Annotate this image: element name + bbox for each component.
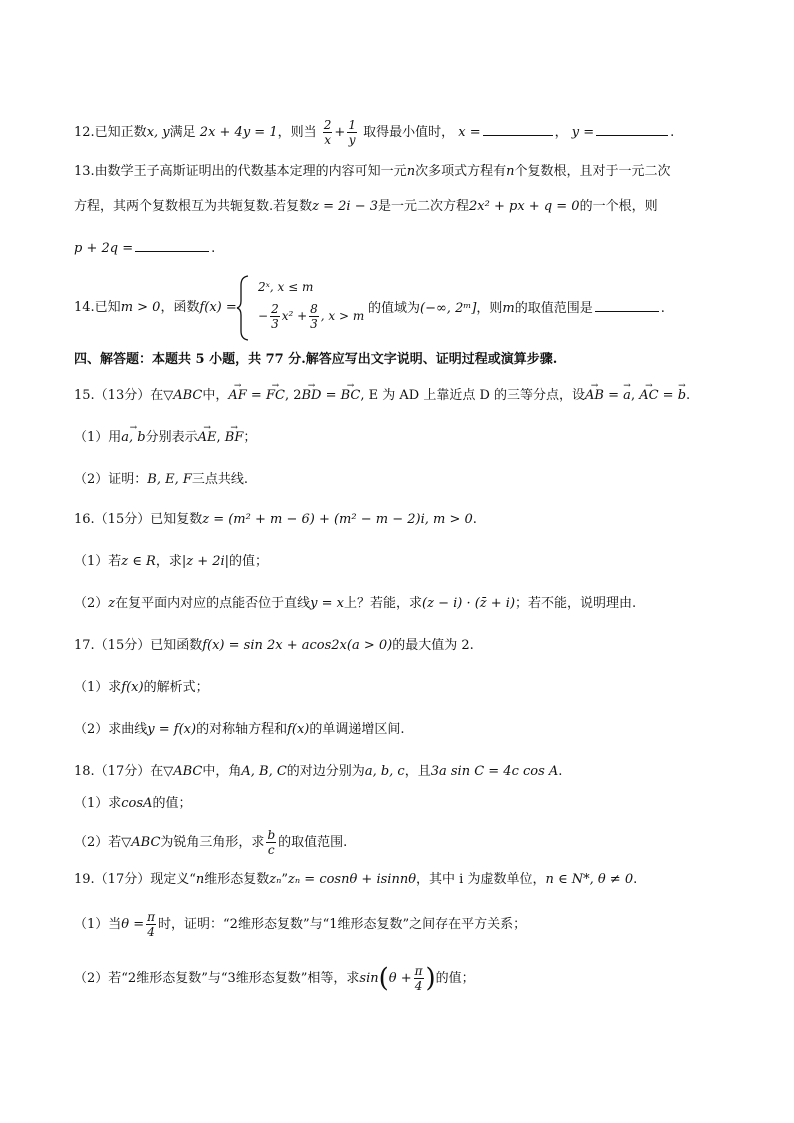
q15-line [74, 386, 734, 406]
q18-p2-triangle: ▽ABC [121, 835, 161, 850]
q18-t2: 的对边分别为 [286, 764, 365, 779]
q19-p1-theta: θ = [121, 917, 145, 932]
q12-frac-2x: $\frac{2}{x}$ [323, 118, 332, 147]
q14-m-cond: m > 0 [120, 300, 161, 315]
q16-p2-mid2: 上？若能，求 [344, 596, 423, 611]
q13-text-2a: 方程，其两个复数根互为共轭复数.若复数 [74, 199, 313, 214]
q17-p1-pre: （1）求 [74, 680, 122, 695]
q15-eq3: = [604, 388, 624, 403]
q14-piece-2: − $\frac{2}{3}$ x² + $\frac{8}{3}$ , x > m [258, 302, 365, 331]
q17-p2-end: 的单调递增区间. [309, 722, 405, 737]
q17-part2 [74, 720, 734, 740]
q18-sides: a, b, c [364, 764, 405, 779]
q19-p2-pre: （2）若“2维形态复数”与“3维形态复数”相等，求 [74, 971, 360, 986]
q14-text-c: 的值域为 [368, 301, 421, 316]
q16-p1-pre: （1）若 [74, 554, 122, 569]
q13-line2 [74, 197, 734, 217]
q18-frac-bc: $\frac{b}{c}$ [267, 828, 276, 857]
q16-p1-end: 的值； [229, 554, 269, 569]
q15-end: . [686, 388, 691, 403]
q15-triangle: ▽ABC [163, 388, 203, 403]
q13-text-2b: 是一元二次方程 [378, 199, 470, 214]
q19-p2-sin: sin [359, 971, 379, 986]
q19-head: 19.（17分）现定义“ [74, 872, 196, 887]
q17-f: f(x) = sin 2x + acos2x(a > 0) [202, 638, 393, 653]
q12-comma: ， [554, 125, 568, 140]
q17-tail: 的最大值为 2. [392, 638, 474, 653]
q14-f: f(x) = [199, 300, 237, 315]
q16-end: . [472, 512, 477, 527]
q18-eq: 3a sin C = 4c cos A [430, 764, 559, 779]
q12-answer-y-blank[interactable] [596, 122, 668, 136]
q15-t1: 中， [202, 388, 229, 403]
q16-p2-expr: (z − i) · (z̄ + i) [422, 596, 516, 611]
q12-vars: x, y [146, 125, 170, 140]
q12-x-eq: x = [458, 125, 481, 140]
q17-part1 [74, 678, 734, 698]
q18-p2-pre: （2）若 [74, 835, 122, 850]
q15-vec-ac: → AC [639, 386, 658, 406]
q15-p1-mid: 分别表示 [145, 430, 198, 445]
q13-line3 [74, 238, 734, 259]
q12-text-d: 取得最小值时， [363, 125, 455, 140]
q13-z: z = 2i − 3 [312, 199, 379, 214]
q12-text-c: ，则当 [277, 125, 317, 140]
q19-part1 [74, 910, 734, 939]
q18-part2 [74, 828, 734, 857]
q16-head: 16.（15分）已知复数 [74, 512, 203, 527]
q19-zn: zₙ [269, 872, 282, 887]
q15-part2 [74, 470, 734, 490]
q15-p1-pre: （1）用 [74, 430, 122, 445]
q12-y-eq: y = [571, 125, 595, 140]
q19-p1-end: 时，证明：“2维形态复数”与“1维形态复数”之间存在平方关系； [158, 917, 527, 932]
q19-def: zₙ = cosnθ + isinnθ [288, 872, 417, 887]
q14-line-tail [368, 298, 734, 319]
q15-head: 15.（13分）在 [74, 388, 164, 403]
q19-t2: ” [281, 872, 289, 887]
q14-text-a: 14.已知 [74, 300, 121, 315]
q15-p1-bf: → BF [225, 428, 244, 448]
q18-t1: 中，角 [202, 764, 242, 779]
q15-vec-bd: → BD [301, 386, 321, 406]
q15-vec-fc: → FC [266, 386, 285, 406]
q15-p1-end: ； [243, 430, 257, 445]
q19-p1-pre: （1）当 [74, 917, 122, 932]
q18-part1 [74, 794, 734, 814]
q14-text-e: 的取值范围是 [514, 301, 593, 316]
q13-text-1c: 个复数根，且对于一元二次 [514, 164, 671, 179]
q13-n2: n [506, 164, 515, 179]
q19-t1: 维形态复数 [204, 872, 270, 887]
q16-z: z = (m² + m − 6) + (m² − m − 2)i, m > 0 [202, 512, 473, 527]
q17-p2-mid: 的对称轴方程和 [196, 722, 288, 737]
q15-p2: （2）证明： [74, 472, 148, 487]
q13-text-1: 13.由数学王子高斯证明出的代数基本定理的内容可知一元 [74, 164, 407, 179]
q18-p1-pre: （1）求 [74, 796, 122, 811]
q12-plus: + [334, 125, 346, 140]
q12-text: 12.已知正数 [74, 125, 147, 140]
q16-part2 [74, 594, 734, 614]
q12-frac-1y: $\frac{1}{y}$ [348, 118, 356, 147]
q18-head: 18.（17分）在 [74, 764, 164, 779]
q14-m: m [502, 301, 515, 316]
q15-p2-pts: B, E, F [147, 472, 192, 487]
q15-vec-bc: → BC [341, 386, 361, 406]
q18-angles: A, B, C [241, 764, 287, 779]
q14-text-b: ，函数 [160, 300, 200, 315]
q19-frac-pi4: $\frac{\pi}{4}$ [147, 910, 156, 939]
q15-vec-a: → a [623, 386, 631, 406]
q19-p2-in: θ + [388, 971, 412, 986]
q19-cond: n ∈ N*, θ ≠ 0 [545, 872, 634, 887]
q15-p1-c: , [216, 430, 225, 445]
q13-text-1b: 次多项式方程有 [415, 164, 507, 179]
q14-text-d: ，则 [476, 301, 503, 316]
q16-part1 [74, 552, 734, 572]
q17-p2-f: y = f(x) [147, 722, 197, 737]
q17-line [74, 636, 734, 656]
q16-p1-cond: z ∈ R [121, 554, 156, 569]
q16-p2-mid: 在复平面内对应的点能否位于直线 [115, 596, 311, 611]
q18-p2-mid: 为锐角三角形，求 [160, 835, 265, 850]
q14-answer-blank[interactable] [595, 298, 659, 312]
q12-equation: 2x + 4y = 1 [199, 125, 278, 140]
q17-p1-f: f(x) [121, 680, 144, 695]
q15-p2-end: 三点共线. [191, 472, 249, 487]
q18-p1-end: 的值； [152, 796, 192, 811]
q13-n1: n [406, 164, 416, 179]
q13-end: . [211, 241, 216, 256]
q19-t3: ，其中 i 为虚数单位， [416, 872, 546, 887]
q19-p2-rparen: ) [425, 963, 436, 994]
q15-vec-ab: → AB [585, 386, 604, 406]
q16-p2-end: ；若不能，说明理由. [515, 596, 637, 611]
q13-p-2q: p + 2q = [74, 241, 134, 256]
section-4-heading: 四、解答题：本题共 5 小题，共 77 分.解答应写出文字说明、证明过程或演算步骤. [74, 352, 558, 367]
q14-range: (−∞, 2ᵐ] [420, 301, 477, 316]
q16-p1-mid: ，求 [155, 554, 182, 569]
q13-line1 [74, 162, 734, 182]
q17-p2-f2: f(x) [287, 722, 310, 737]
q18-p1-expr: cosA [121, 796, 153, 811]
q17-p2-pre: （2）求曲线 [74, 722, 148, 737]
q16-p2-z: z [108, 596, 116, 611]
q13-text-2c: 的一个根，则 [579, 199, 658, 214]
q15-c1: , 2 [284, 388, 302, 403]
q15-eq1: = [246, 388, 266, 403]
q13-equation: 2x² + px + q = 0 [469, 199, 580, 214]
q18-triangle: ▽ABC [163, 764, 203, 779]
q17-p1-end: 的解析式； [143, 680, 209, 695]
q19-end: . [633, 872, 638, 887]
q18-end: . [558, 764, 563, 779]
q18-t3: ，且 [404, 764, 431, 779]
q15-part1 [74, 428, 734, 448]
q15-eq2: = [321, 388, 341, 403]
q13-answer-blank[interactable] [135, 238, 209, 252]
q18-p2-end: 的取值范围. [278, 835, 348, 850]
q16-p1-expr: |z + 2i| [181, 554, 230, 569]
q12-answer-x-blank[interactable] [483, 122, 553, 136]
q15-t2: , E 为 AD 上靠近点 D 的三等分点，设 [360, 388, 586, 403]
q14-piece-1: 2ˣ, x ≤ m [258, 280, 314, 294]
q19-n: n [195, 872, 205, 887]
q19-p2-lparen: ( [378, 963, 389, 994]
q12-text-b: 满足 [169, 125, 196, 140]
q15-c2: , [630, 388, 640, 403]
q12-end: . [670, 125, 675, 140]
q19-p2-frac-pi4: $\frac{\pi}{4}$ [414, 964, 423, 993]
q15-vec-b: → b [678, 386, 686, 406]
q18-line [74, 762, 734, 782]
q16-p2-line: y = x [310, 596, 344, 611]
q19-part2 [74, 964, 734, 993]
q19-line [74, 870, 734, 890]
q16-p2-pre: （2） [74, 596, 109, 611]
q16-line [74, 510, 734, 530]
q12-line [74, 118, 734, 147]
q15-p1-ab: → a, b [121, 428, 145, 448]
q14-left-brace [236, 275, 250, 341]
q19-p2-end: 的值； [435, 971, 475, 986]
q14-end: . [660, 301, 665, 316]
q15-eq4: = [658, 388, 678, 403]
q15-vec-af: → AF [228, 386, 246, 406]
q15-p1-ae: → AE [198, 428, 217, 448]
q17-head: 17.（15分）已知函数 [74, 638, 203, 653]
